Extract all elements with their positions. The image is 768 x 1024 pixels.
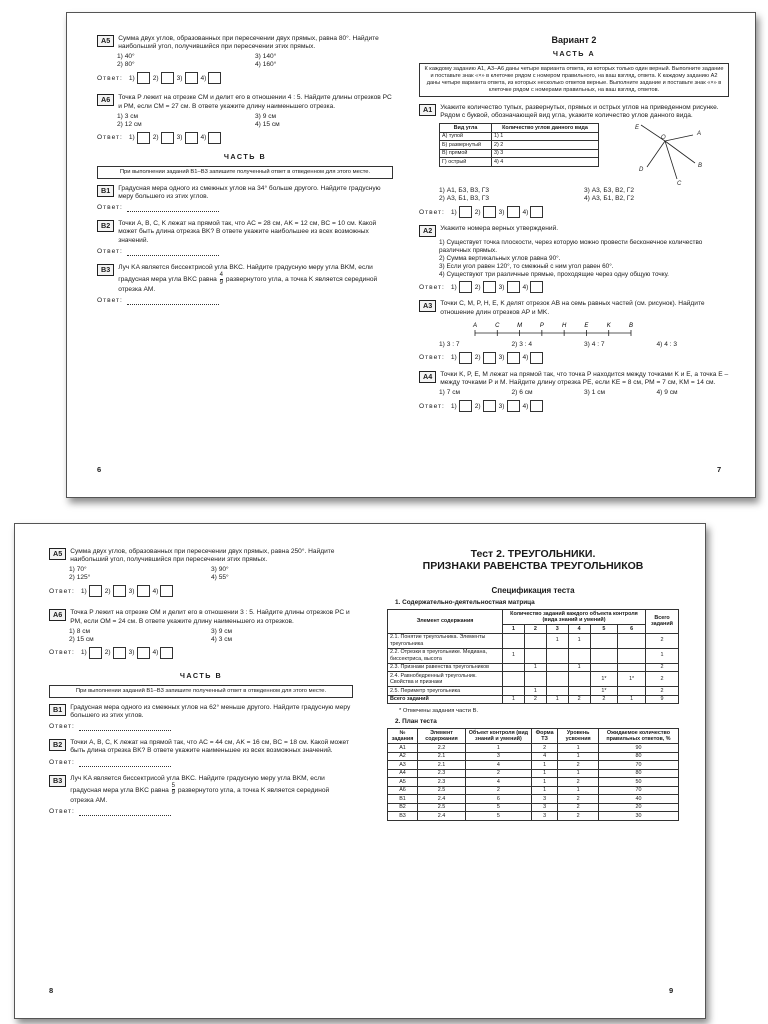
option: 4) 9 см <box>656 389 678 397</box>
option: 4) А3, Б1, В2, Г2 <box>584 195 635 203</box>
question-text: Точка P лежит на отрезке OM и делит его в отношении 3 : 5. Найдите длины отрезков PC и PM, если OM = 24 см. В ответе укажите длину наименьшего из отрезков. <box>70 609 350 625</box>
page-9 <box>385 548 681 1019</box>
table-row: 2.4. Равнобедренный треугольник. Свойства и признаки 1* 1* 2 <box>388 672 679 687</box>
option: 2) 125° <box>69 574 91 582</box>
table-row: 2.3. Признаки равенства треугольников 1 1 2 <box>388 663 679 672</box>
answer-line[interactable] <box>97 297 393 305</box>
question-label: В2 <box>49 739 66 751</box>
question-a6 <box>97 94 393 143</box>
answer-checkbox[interactable]: 1) <box>129 72 150 84</box>
question-a3 <box>419 300 729 363</box>
question-label: В3 <box>97 264 114 276</box>
answer-checkbox[interactable]: 4) <box>153 585 174 597</box>
options <box>439 341 729 349</box>
option: 1) 3 см <box>117 112 139 120</box>
spec-title: Спецификация теста <box>491 586 575 595</box>
option: 3) 90° <box>211 566 229 574</box>
segment-point-label: P <box>539 322 544 329</box>
options <box>439 187 729 203</box>
answer-checkbox[interactable]: 2) <box>153 72 174 84</box>
table-row: 2.5. Периметр треугольника 1 1* 2 <box>388 687 679 696</box>
answer-checkbox[interactable]: 4) <box>523 400 544 412</box>
point-label: A <box>697 131 702 138</box>
segment-point-label: H <box>561 322 567 329</box>
option: 1) 70° <box>69 566 87 574</box>
statement: 4) Существуют три различные прямые, проходящие через одну общую точку. <box>439 270 669 278</box>
answer-boxes <box>97 72 393 84</box>
option: 3) 140° <box>255 53 277 61</box>
page-6 <box>97 35 393 498</box>
table-row: В2 2.5 5 3 2 20 <box>388 803 679 812</box>
segment-point-label: A <box>472 322 478 329</box>
statements <box>439 239 729 278</box>
answer-checkbox[interactable]: 2) <box>475 400 496 412</box>
question-text: Точки A, B, C, K лежат на прямой так, что AC = 28 см, AK = 12 см, BC = 10 см. Какой может быть длина отрезка BK? В ответе укажите наибольшее из всех возможных значений. <box>118 220 377 244</box>
answer-checkbox[interactable]: 3) <box>177 132 198 144</box>
question-label: В3 <box>49 775 66 787</box>
question-label: В1 <box>97 185 114 197</box>
statement: 2) Сумма вертикальных углов равна 90°. <box>439 255 561 262</box>
option: 4) 15 см <box>255 120 280 128</box>
point-label: D <box>639 167 644 174</box>
answer-checkbox[interactable]: 2) <box>475 352 496 364</box>
answer-checkbox[interactable]: 3) <box>499 352 520 364</box>
answer-checkbox[interactable]: 2) <box>105 585 126 597</box>
point-label: C <box>677 181 682 186</box>
book-spread-bottom <box>14 523 706 1019</box>
option: 4) 3 см <box>211 635 233 643</box>
answer-checkbox[interactable]: 1) <box>451 352 472 364</box>
question-a4 <box>419 371 729 412</box>
question-text: Укажите количество тупых, развернутых, прямых и острых углов на приведенном рисунке. Рядом с буквой, обозначающей вид угла, укажите количество углов данного вида. <box>440 104 719 120</box>
question-label: А5 <box>97 35 114 47</box>
answer-line[interactable] <box>97 248 393 256</box>
question-a1 <box>419 104 729 218</box>
statement: 1) Существует точка плоскости, через которую можно провести бесконечное количество различных прямых. <box>439 239 703 255</box>
answer-label: Ответ: <box>49 723 75 731</box>
angle-type-table: Вид угла Количество углов данного вида А) тупой 1) 1 Б) развернутый 2) 2 В) прямой 3) 3 Г) острый 4) 4 <box>439 123 599 167</box>
answer-checkbox[interactable]: 4) <box>201 132 222 144</box>
answer-checkbox[interactable]: 2) <box>153 132 174 144</box>
options <box>117 53 393 69</box>
option: 1) 3 : 7 <box>439 340 460 348</box>
answer-checkbox[interactable]: 1) <box>451 400 472 412</box>
answer-checkbox[interactable]: 4) <box>523 352 544 364</box>
answer-checkbox[interactable]: 3) <box>129 647 150 659</box>
answer-checkbox[interactable]: 2) <box>105 647 126 659</box>
segment-point-label: M <box>517 322 523 329</box>
segment-point-label: B <box>628 322 634 329</box>
question-text: Луч KA является биссектрисой угла BKC. Найдите градусную меру угла BKM, если градусная мера угла BKC равна $\frac{5}{9}$ развернутого угла, а точка K является серединой отрезка AM. <box>70 774 330 804</box>
question-text: Точки K, P, E, M лежат на прямой так, что точка P находится между точками K и E, а точка E – между точками P и M. Найдите длину отрезка PE, если KE = 8 см, PM = 7 см, KM = 14 см. <box>440 370 729 386</box>
segment-point-label: E <box>584 322 589 329</box>
point-label: E <box>635 125 640 132</box>
question-b3 <box>97 264 393 305</box>
answer-line[interactable] <box>49 808 353 816</box>
answer-checkbox[interactable]: 4) <box>201 72 222 84</box>
answer-line[interactable] <box>49 759 353 767</box>
option: 2) 6 см <box>511 389 533 397</box>
fraction: $\frac{4}{9}$ <box>219 272 224 286</box>
question-a5 <box>49 548 353 597</box>
answer-label: Ответ: <box>97 204 123 212</box>
question-label: В1 <box>49 704 66 716</box>
option: 3) 9 см <box>255 112 277 120</box>
answer-checkbox[interactable]: 3) <box>499 400 520 412</box>
option: 4) 160° <box>255 61 277 69</box>
option: 2) 12 см <box>117 120 142 128</box>
answer-label: Ответ: <box>49 587 75 595</box>
question-text: Точки A, B, C, K лежат на прямой так, что AC = 44 см, AK = 16 см, BC = 18 см. Какой может быть длина отрезка BK? В ответе укажите наименьшее из всех возможных значений. <box>70 739 350 755</box>
content-matrix-table: Элемент содержания Количество заданий каждого объекта контроля (вида знаний и умений) Всего заданий 1 2 3 4 5 6 2.1. Понятие треугольника. Элементы треугольника 1 1 2 2.2. Отрезки в треугольнике. Медиана, биссектриса, высота 1 1 2.3. Признаки равенства треугольников 1 1 2 2.4. Равнобедренный треугольник. Свойства и признаки 1* 1* 2 2.5. Периметр треугольника 1 1* 2 Всего заданий 1 2 1 2 2 1 9 <box>387 609 679 704</box>
option: 3) А3, Б3, В2, Г2 <box>584 187 635 195</box>
question-text: Точки C, M, P, H, E, K делят отрезок AB на семь равных частей (см. рисунок). Найдите отношение длин отрезков AP и MK. <box>440 300 705 316</box>
table-row: А6 2.5 2 1 1 70 <box>388 786 679 795</box>
answer-checkbox[interactable]: 2) <box>475 206 496 218</box>
question-label: В2 <box>97 220 114 232</box>
question-text: Луч KA является биссектрисой угла BKC. Найдите градусную меру угла BKM, если градусная мера угла BKC равна $\frac{4}{9}$ развернутого угла, а точка K является серединой отрезка AM. <box>118 263 378 294</box>
question-label: А6 <box>97 94 114 106</box>
question-label: А1 <box>419 104 436 116</box>
option: 2) 15 см <box>69 635 94 643</box>
answer-label: Ответ: <box>49 808 75 816</box>
answer-label: Ответ: <box>97 247 123 255</box>
option: 2) А3, Б1, В3, Г3 <box>439 195 490 203</box>
table-row: А1 2.2 1 2 1 90 <box>388 744 679 753</box>
question-text: Градусная мера одного из смежных углов на 62° меньше другого. Найдите градусную меру большего из этих углов. <box>70 703 351 720</box>
question-text: Сумма двух углов, образованных при пересечении двух прямых, равна 250°. Найдите наибольший угол, получившийся при пересечении этих прямых. <box>70 548 335 564</box>
answer-checkbox[interactable]: 3) <box>177 72 198 84</box>
answer-label: Ответ: <box>419 283 445 291</box>
answer-label: Ответ: <box>97 134 123 142</box>
option: 4) 4 : 3 <box>656 340 678 348</box>
option: 4) 55° <box>211 574 229 582</box>
answer-label: Ответ: <box>49 758 75 766</box>
question-b3 <box>49 775 353 816</box>
table-row: В1 2.4 6 3 2 40 <box>388 795 679 804</box>
part-b-title: ЧАСТЬ В <box>223 151 267 161</box>
answer-boxes <box>419 400 729 412</box>
question-a6 <box>49 609 353 658</box>
matrix-title: 1. Содержательно-деятельностная матрица <box>395 599 535 606</box>
page-number: 8 <box>49 986 54 995</box>
segment-point-label: C <box>495 322 500 329</box>
question-text: Сумма двух углов, образованных при пересечении двух прямых, равна 80°. Найдите наибольший угол, получившийся при пересечении этих прямых. <box>118 35 379 51</box>
answer-label: Ответ: <box>419 354 445 362</box>
instructions-box: К каждому заданию А1, А3–А6 даны четыре варианта ответа, из которых только один верный. Выполните задание и поставьте знак «×» в клеточке рядом с номером правильного, на ваш взгляд, ответа. К каждому заданию А2 даны четыре варианта ответа, из которых несколько ответов верные. Выполните задание и поставьте знак «×» в клеточке рядом с номерами правильных, на ваш взгляд, ответов. <box>419 63 729 97</box>
question-a2 <box>419 225 729 293</box>
answer-label: Ответ: <box>97 74 123 82</box>
answer-checkbox[interactable]: 4) <box>153 647 174 659</box>
segment-point-label: K <box>606 322 611 329</box>
table-row: А4 2.3 2 1 1 80 <box>388 769 679 778</box>
table-row: А2 2.1 3 4 1 80 <box>388 752 679 761</box>
option: 1) 7 см <box>439 389 461 397</box>
answer-checkbox[interactable]: 3) <box>499 206 520 218</box>
fraction: $\frac{5}{9}$ <box>171 782 176 797</box>
question-b1 <box>97 185 393 212</box>
answer-checkbox[interactable]: 1) <box>81 585 102 597</box>
options <box>69 566 353 582</box>
answer-line[interactable] <box>49 723 353 731</box>
table-row: А3 2.1 4 1 2 70 <box>388 761 679 770</box>
question-label: А6 <box>49 609 66 621</box>
point-label: O <box>661 135 666 142</box>
question-text: Точка P лежит на отрезке CM и делит его в отношении 4 : 5. Найдите длины отрезков PC и PM, если CM = 27 см. В ответе укажите длину наименьшего отрезка. <box>118 94 392 110</box>
answer-label: Ответ: <box>419 402 445 410</box>
question-b2 <box>49 739 353 766</box>
test-title: Тест 2. ТРЕУГОЛЬНИКИ. ПРИЗНАКИ РАВЕНСТВА ТРЕУГОЛЬНИКОВ <box>422 548 644 572</box>
answer-label: Ответ: <box>419 208 445 216</box>
footnote: * Отмечены задания части В. <box>399 708 479 714</box>
question-text: Укажите номера верных утверждений. <box>440 225 559 233</box>
answer-boxes <box>97 132 393 144</box>
question-label: А3 <box>419 300 436 312</box>
option: 2) 3 : 4 <box>511 340 533 348</box>
plan-table: № задания Элемент содержания Объект контроля (вид знаний и умений) Форма ТЗ Уровень усвоения Ожидаемое количество правильных ответов, % А1 2.2 1 2 1 90 А2 2.1 3 4 1 80 А3 2.1 4 1 2 70 А4 2.3 2 1 1 80 А5 2.3 4 1 2 50 А6 2.5 2 1 1 70 В1 2.4 6 3 2 40 В2 2.5 5 3 2 20 В3 2.4 5 3 2 30 <box>387 728 679 821</box>
table-row: А5 2.3 4 1 2 50 <box>388 778 679 787</box>
table-row: 2.1. Понятие треугольника. Элементы треугольника 1 1 2 <box>388 633 679 648</box>
page-number: 9 <box>669 986 674 995</box>
option: 3) 4 : 7 <box>584 340 605 348</box>
options <box>439 389 729 397</box>
options <box>69 628 353 644</box>
table-row: Всего заданий 1 2 1 2 2 1 9 <box>388 695 679 704</box>
answer-boxes <box>419 281 729 293</box>
answer-boxes <box>49 647 353 659</box>
part-b-title: ЧАСТЬ В <box>179 670 223 680</box>
question-text: Градусная мера одного из смежных углов на 34° больше другого. Найдите градусную меру большего из этих углов. <box>118 184 381 201</box>
segment-figure <box>469 319 639 339</box>
question-label: А4 <box>419 371 436 383</box>
statement: 3) Если угол равен 120°, то смежный с ним угол равен 60°. <box>439 262 614 270</box>
part-b-note: При выполнении заданий В1–В3 запишите полученный ответ в отведенном для этого месте. <box>97 166 393 179</box>
option: 1) 40° <box>117 53 135 61</box>
answer-checkbox[interactable]: 1) <box>129 132 150 144</box>
angle-figure <box>629 123 709 185</box>
option: 3) 1 см <box>584 389 606 397</box>
answer-checkbox[interactable]: 4) <box>523 281 544 293</box>
page-number: 7 <box>717 465 722 474</box>
part-b-note: При выполнении заданий В1–В3 запишите полученный ответ в отведенном для этого месте. <box>49 685 353 698</box>
answer-line[interactable] <box>97 204 393 212</box>
answer-boxes <box>49 585 353 597</box>
point-label: B <box>698 163 703 170</box>
option: 1) 8 см <box>69 627 91 635</box>
option: 2) 80° <box>117 61 135 69</box>
answer-checkbox[interactable]: 3) <box>499 281 520 293</box>
answer-label: Ответ: <box>97 297 123 305</box>
table-row: 2.2. Отрезки в треугольнике. Медиана, биссектриса, высота 1 1 <box>388 648 679 663</box>
plan-title: 2. План теста <box>395 718 437 725</box>
answer-checkbox[interactable]: 3) <box>129 585 150 597</box>
table-row: В3 2.4 5 3 2 30 <box>388 812 679 821</box>
book-spread-top <box>66 12 756 498</box>
answer-boxes <box>419 352 729 364</box>
answer-checkbox[interactable]: 4) <box>523 206 544 218</box>
page-8 <box>49 548 353 1019</box>
answer-boxes <box>419 206 729 218</box>
variant-title: Вариант 2 <box>551 35 597 45</box>
question-b2 <box>97 220 393 256</box>
answer-checkbox[interactable]: 1) <box>451 206 472 218</box>
question-b1 <box>49 704 353 731</box>
option: 3) 9 см <box>211 627 233 635</box>
question-label: А2 <box>419 225 436 237</box>
options <box>117 113 393 129</box>
answer-checkbox[interactable]: 2) <box>475 281 496 293</box>
answer-checkbox[interactable]: 1) <box>451 281 472 293</box>
question-label: А5 <box>49 548 66 560</box>
page-number: 6 <box>97 465 102 474</box>
part-a-title: ЧАСТЬ А <box>552 49 596 58</box>
answer-label: Ответ: <box>49 649 75 657</box>
page-7 <box>419 35 729 498</box>
question-a5 <box>97 35 393 84</box>
option: 1) А1, Б3, В3, Г3 <box>439 187 490 195</box>
answer-checkbox[interactable]: 1) <box>81 647 102 659</box>
